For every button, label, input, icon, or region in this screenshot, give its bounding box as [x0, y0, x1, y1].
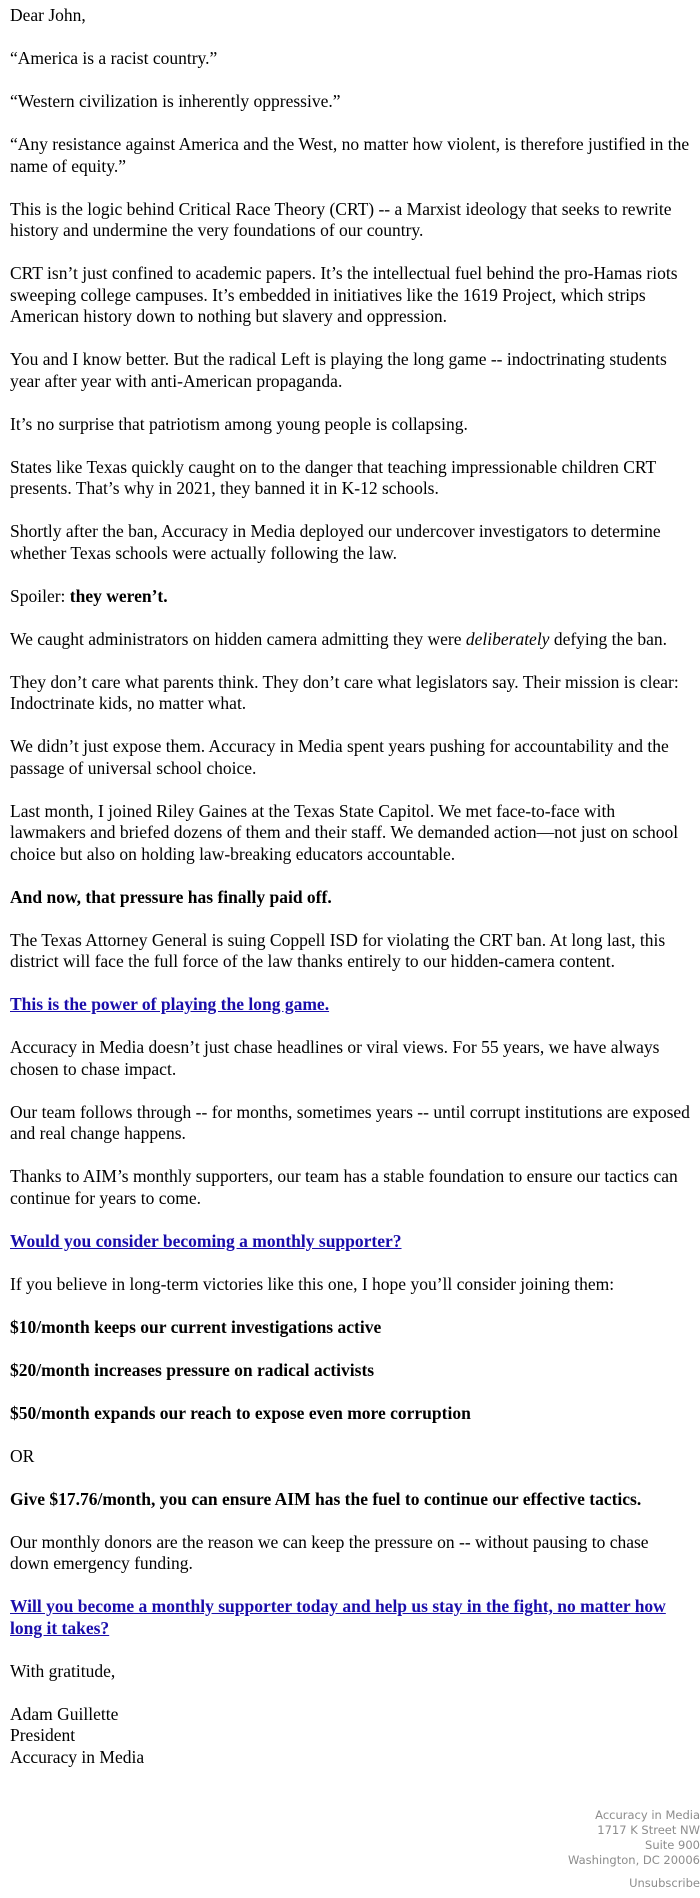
tier-10-text: $10/month keeps our current investigations active — [10, 1316, 382, 1337]
paragraph-caught — [10, 629, 690, 651]
paragraph-riley-gaines: Last month, I joined Riley Gaines at the Texas State Capitol. We met face-to-face with lawmakers and briefed dozens of them and their staff. We demanded action—not just on school choice but also on holding law-breaking educators accountable. — [10, 800, 679, 864]
caught-emphasis: deliberately — [465, 628, 550, 649]
signature — [10, 1704, 690, 1769]
tier-20-text: $20/month increases pressure on radical activists — [10, 1359, 375, 1380]
paragraph-believe: If you believe in long-term victories like this one, I hope you’ll consider joining them: — [10, 1273, 615, 1294]
greeting: Dear John, — [10, 5, 86, 25]
link-become-supporter-today[interactable]: Will you become a monthly supporter today and help us stay in the fight, no matter how long it takes? — [10, 1596, 666, 1638]
caught-before: We caught administrators on hidden camera admitting they were — [10, 628, 466, 649]
paragraph-crt-academic: CRT isn’t just confined to academic papers. It’s the intellectual fuel behind the pro-Hamas riots sweeping college campuses. It’s embedded in initiatives like the 1619 Project, which strips American history down to nothing but slavery and oppression. — [10, 263, 678, 326]
closing: With gratitude, — [10, 1660, 116, 1681]
footer-city: Washington, DC 20006 — [567, 1853, 700, 1867]
link-power-of-long-game[interactable]: This is the power of playing the long game. — [10, 994, 330, 1014]
footer-suite: Suite 900 — [645, 1838, 700, 1852]
unsubscribe-link[interactable]: Unsubscribe — [629, 1876, 700, 1890]
spoiler-lead: Spoiler: — [10, 585, 70, 606]
paragraph-link-consider — [10, 1231, 690, 1253]
paragraph-paid-off — [10, 887, 690, 909]
paragraph-spoiler — [10, 586, 690, 608]
paragraph-team: Our team follows through -- for months, sometimes years -- until corrupt institutions are exposed and real change happens. — [10, 1101, 690, 1143]
signature-org: Accuracy in Media — [10, 1746, 145, 1767]
paragraph-attorney-general: The Texas Attorney General is suing Coppell ISD for violating the CRT ban. At long last, this district will face the full force of the law thanks entirely to our hidden-camera content. — [10, 929, 666, 971]
paragraph-impact: Accuracy in Media doesn’t just chase headlines or viral views. For 55 years, we have always chosen to chase impact. — [10, 1037, 660, 1079]
letter-body — [10, 5, 690, 1768]
tier-1776 — [10, 1489, 690, 1511]
paragraph-expose: We didn’t just expose them. Accuracy in Media spent years pushing for accountability and the passage of universal school choice. — [10, 736, 669, 778]
paragraph-texas-ban: States like Texas quickly caught on to the danger that teaching impressionable children CRT presents. That’s why in 2021, they banned it in K-12 schools. — [10, 456, 656, 498]
paid-off-bold: And now, that pressure has finally paid off. — [10, 886, 332, 907]
spoiler-bold: they weren’t. — [69, 585, 168, 606]
or-separator: OR — [10, 1445, 35, 1466]
footer-street: 1717 K Street NW — [597, 1823, 700, 1837]
tier-50 — [10, 1403, 690, 1425]
caught-after: defying the ban. — [549, 628, 668, 649]
paragraph-link-today — [10, 1596, 690, 1639]
tier-1776-text: Give $17.76/month, you can ensure AIM has the fuel to continue our effective tactics. — [10, 1488, 642, 1509]
footer-org: Accuracy in Media — [595, 1808, 700, 1822]
tier-20 — [10, 1360, 690, 1382]
paragraph-patriotism: It’s no surprise that patriotism among young people is collapsing. — [10, 413, 468, 434]
quote-3: “Any resistance against America and the West, no matter how violent, is therefore justified in the name of equity.” — [10, 134, 690, 176]
paragraph-link-power — [10, 994, 690, 1016]
paragraph-dont-care: They don’t care what parents think. They don’t care what legislators say. Their mission is clear: Indoctrinate kids, no matter what. — [10, 671, 679, 713]
quote-1: “America is a racist country.” — [10, 48, 218, 68]
signature-name: Adam Guillette — [10, 1703, 119, 1724]
paragraph-long-game: You and I know better. But the radical Left is playing the long game -- indoctrinating students year after year with anti-American propaganda. — [10, 349, 667, 391]
paragraph-donors: Our monthly donors are the reason we can keep the pressure on -- without pausing to chase down emergency funding. — [10, 1531, 649, 1573]
quote-2: “Western civilization is inherently oppressive.” — [10, 91, 341, 111]
signature-title: President — [10, 1725, 76, 1745]
footer-address — [380, 1808, 700, 1868]
tier-10 — [10, 1317, 690, 1339]
paragraph-thanks: Thanks to AIM’s monthly supporters, our team has a stable foundation to ensure our tactics can continue for years to come. — [10, 1166, 678, 1208]
link-monthly-supporter[interactable]: Would you consider becoming a monthly supporter? — [10, 1230, 402, 1251]
tier-50-text: $50/month expands our reach to expose even more corruption — [10, 1402, 471, 1423]
paragraph-crt-logic: This is the logic behind Critical Race Theory (CRT) -- a Marxist ideology that seeks to rewrite history and undermine the very foundations of our country. — [10, 198, 672, 240]
paragraph-investigators: Shortly after the ban, Accuracy in Media deployed our undercover investigators to determine whether Texas schools were actually following the law. — [10, 521, 661, 563]
